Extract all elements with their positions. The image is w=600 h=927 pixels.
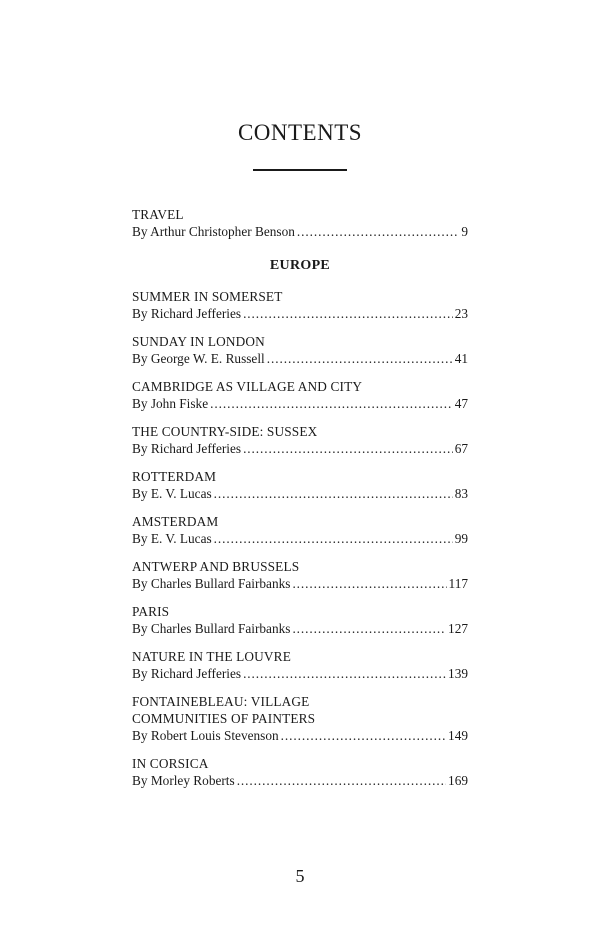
toc-entry bbox=[132, 513, 468, 547]
entry-page-number: 9 bbox=[461, 224, 468, 239]
entry-author-line bbox=[132, 575, 468, 592]
entry-author: By Charles Bullard Fairbanks bbox=[132, 576, 291, 591]
title-rule bbox=[253, 169, 347, 171]
entry-author-line bbox=[132, 620, 468, 637]
entry-page-number: 47 bbox=[454, 396, 468, 411]
dot-leader bbox=[214, 485, 453, 502]
entry-author-line bbox=[132, 665, 468, 682]
entry-author-line bbox=[132, 350, 468, 367]
entry-title: CAMBRIDGE AS VILLAGE AND CITY bbox=[132, 379, 363, 394]
entry-author: By Richard Jefferies bbox=[132, 441, 242, 456]
toc-entry bbox=[132, 755, 468, 789]
entry-author-line bbox=[132, 772, 468, 789]
toc-entry bbox=[132, 558, 468, 592]
entry-author: By Robert Louis Stevenson bbox=[132, 728, 279, 743]
toc-entry bbox=[132, 648, 468, 682]
entry-title: TRAVEL bbox=[132, 207, 184, 222]
dot-leader bbox=[292, 620, 446, 637]
entry-title: NATURE IN THE LOUVRE bbox=[132, 649, 291, 664]
entry-page-number: 83 bbox=[454, 486, 468, 501]
entry-title: ANTWERP AND BRUSSELS bbox=[132, 559, 300, 574]
toc-entry bbox=[132, 468, 468, 502]
entry-author-line bbox=[132, 305, 468, 322]
entry-page-number: 117 bbox=[448, 576, 468, 591]
entry-title: COMMUNITIES OF PAINTERS bbox=[132, 711, 316, 726]
entry-page-number: 99 bbox=[454, 531, 468, 546]
entry-page-number: 67 bbox=[454, 441, 468, 456]
entry-title: PARIS bbox=[132, 604, 170, 619]
entry-author-line bbox=[132, 440, 468, 457]
dot-leader bbox=[267, 350, 453, 367]
entry-author: By Morley Roberts bbox=[132, 773, 235, 788]
entry-page-number: 169 bbox=[448, 773, 468, 788]
entry-author: By Richard Jefferies bbox=[132, 306, 242, 321]
entry-author: By Charles Bullard Fairbanks bbox=[132, 621, 291, 636]
toc-entry bbox=[132, 288, 468, 322]
toc-entry bbox=[132, 378, 468, 412]
entry-page-number: 139 bbox=[448, 666, 468, 681]
entry-author-line bbox=[132, 223, 468, 240]
entry-author: By E. V. Lucas bbox=[132, 531, 212, 546]
entry-author: By Arthur Christopher Benson bbox=[132, 224, 295, 239]
toc-entry bbox=[132, 423, 468, 457]
dot-leader bbox=[292, 575, 446, 592]
entry-title: FONTAINEBLEAU: VILLAGE bbox=[132, 694, 310, 709]
dot-leader bbox=[214, 530, 453, 547]
page-number: 5 bbox=[295, 866, 305, 886]
dot-leader bbox=[237, 772, 446, 789]
table-of-contents bbox=[132, 206, 468, 800]
entry-author-line bbox=[132, 395, 468, 412]
entry-title: ROTTERDAM bbox=[132, 469, 217, 484]
section-heading: EUROPE bbox=[269, 258, 331, 273]
toc-entry bbox=[132, 693, 468, 744]
entry-title: SUNDAY IN LONDON bbox=[132, 334, 265, 349]
entry-page-number: 149 bbox=[448, 728, 468, 743]
dot-leader bbox=[210, 395, 453, 412]
entry-author: By E. V. Lucas bbox=[132, 486, 212, 501]
dot-leader bbox=[243, 305, 453, 322]
entry-page-number: 23 bbox=[454, 306, 468, 321]
section-entries bbox=[132, 288, 468, 789]
dot-leader bbox=[297, 223, 459, 240]
dot-leader bbox=[243, 440, 453, 457]
toc-entry-intro bbox=[132, 206, 468, 240]
entry-author: By John Fiske bbox=[132, 396, 209, 411]
entry-page-number: 41 bbox=[454, 351, 468, 366]
toc-entry bbox=[132, 333, 468, 367]
entry-page-number: 127 bbox=[448, 621, 468, 636]
entry-author: By George W. E. Russell bbox=[132, 351, 265, 366]
dot-leader bbox=[281, 727, 446, 744]
entry-title: AMSTERDAM bbox=[132, 514, 219, 529]
entry-title: IN CORSICA bbox=[132, 756, 209, 771]
entry-title: SUMMER IN SOMERSET bbox=[132, 289, 283, 304]
entry-author-line bbox=[132, 530, 468, 547]
page-title: CONTENTS bbox=[237, 120, 363, 145]
entry-author: By Richard Jefferies bbox=[132, 666, 242, 681]
entry-title: THE COUNTRY-SIDE: SUSSEX bbox=[132, 424, 318, 439]
toc-entry bbox=[132, 603, 468, 637]
dot-leader bbox=[243, 665, 446, 682]
entry-author-line bbox=[132, 727, 468, 744]
entry-author-line bbox=[132, 485, 468, 502]
